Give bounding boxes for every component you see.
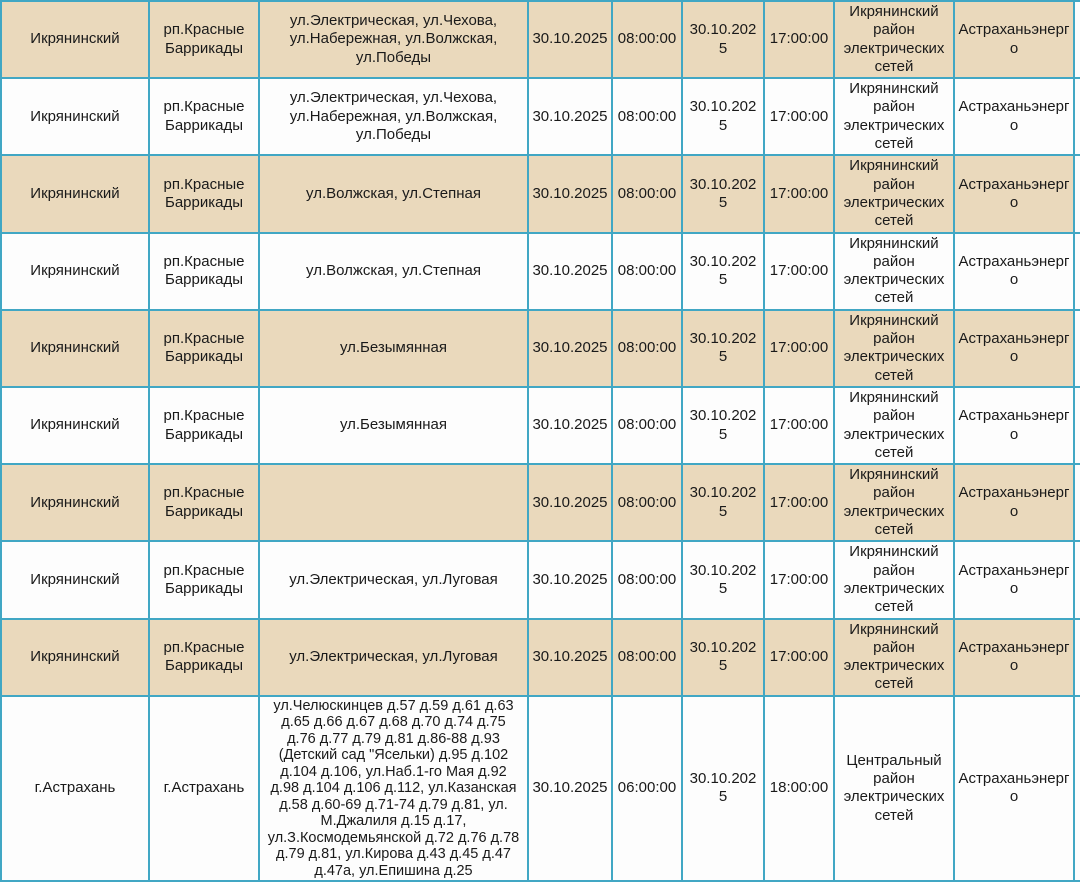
cell-streets: ул.Электрическая, ул.Чехова, ул.Набережная, ул.Волжская, ул.Победы — [259, 1, 528, 78]
cell-settlement: рп.Красные Баррикады — [149, 78, 259, 155]
cell-company: Астраханьэнерго — [954, 78, 1074, 155]
cell-settlement: рп.Красные Баррикады — [149, 387, 259, 464]
cell-end-time: 17:00:00 — [764, 310, 834, 387]
table-row — [1, 464, 1080, 541]
cell-end-time: 18:00:00 — [764, 696, 834, 882]
cell-district: Икрянинский — [1, 310, 149, 387]
cell-streets: ул.Челюскинцев д.57 д.59 д.61 д.63 д.65 д.66 д.67 д.68 д.70 д.74 д.75 д.76 д.77 д.79 д.81 д.86-88 д.93 (Детский сад "Ясельки) д.95 д.102 д.104 д.106, ул.Наб.1-го Мая д.92 д.98 д.104 д.106 д.112, ул.Казанская д.58 д.60-69 д.71-74 д.79 д.81, ул. М.Джалиля д.15 д.17, ул.З.Космодемьянской д.72 д.76 д.78 д.79 д.81, ул.Кирова д.43 д.45 д.47 д.47а, ул.Епишина д.25 — [259, 696, 528, 882]
cell-end-time: 17:00:00 — [764, 78, 834, 155]
cell-end-time: 17:00:00 — [764, 1, 834, 78]
cell-company: Астраханьэнерго — [954, 696, 1074, 882]
cell-district: Икрянинский — [1, 1, 149, 78]
cell-spacer — [1074, 464, 1080, 541]
outage-table-body — [1, 1, 1080, 881]
cell-start-time: 08:00:00 — [612, 1, 682, 78]
table-row — [1, 155, 1080, 232]
cell-company: Астраханьэнерго — [954, 464, 1074, 541]
cell-start-date: 30.10.2025 — [528, 541, 612, 618]
cell-end-date: 30.10.2025 — [682, 78, 764, 155]
cell-network-org: Икрянинский район электрических сетей — [834, 619, 954, 696]
cell-end-date: 30.10.2025 — [682, 1, 764, 78]
cell-end-time: 17:00:00 — [764, 155, 834, 232]
cell-settlement: г.Астрахань — [149, 696, 259, 882]
cell-start-time: 08:00:00 — [612, 464, 682, 541]
cell-start-date: 30.10.2025 — [528, 233, 612, 310]
cell-start-time: 06:00:00 — [612, 696, 682, 882]
cell-settlement: рп.Красные Баррикады — [149, 464, 259, 541]
cell-network-org: Икрянинский район электрических сетей — [834, 541, 954, 618]
cell-end-date: 30.10.2025 — [682, 387, 764, 464]
cell-streets — [259, 464, 528, 541]
cell-district: Икрянинский — [1, 233, 149, 310]
table-row — [1, 696, 1080, 882]
table-row — [1, 233, 1080, 310]
table-row — [1, 387, 1080, 464]
cell-network-org: Центральный район электрических сетей — [834, 696, 954, 882]
cell-district: Икрянинский — [1, 541, 149, 618]
cell-start-date: 30.10.2025 — [528, 619, 612, 696]
table-row — [1, 1, 1080, 78]
cell-district: Икрянинский — [1, 619, 149, 696]
cell-end-date: 30.10.2025 — [682, 541, 764, 618]
cell-end-date: 30.10.2025 — [682, 696, 764, 882]
cell-spacer — [1074, 155, 1080, 232]
cell-settlement: рп.Красные Баррикады — [149, 155, 259, 232]
cell-settlement: рп.Красные Баррикады — [149, 233, 259, 310]
cell-streets: ул.Электрическая, ул.Луговая — [259, 541, 528, 618]
cell-streets: ул.Волжская, ул.Степная — [259, 155, 528, 232]
cell-company: Астраханьэнерго — [954, 1, 1074, 78]
cell-company: Астраханьэнерго — [954, 310, 1074, 387]
cell-start-date: 30.10.2025 — [528, 464, 612, 541]
cell-network-org: Икрянинский район электрических сетей — [834, 310, 954, 387]
cell-end-time: 17:00:00 — [764, 541, 834, 618]
cell-district: Икрянинский — [1, 464, 149, 541]
cell-start-time: 08:00:00 — [612, 155, 682, 232]
cell-company: Астраханьэнерго — [954, 619, 1074, 696]
cell-end-date: 30.10.2025 — [682, 464, 764, 541]
cell-streets: ул.Волжская, ул.Степная — [259, 233, 528, 310]
cell-end-date: 30.10.2025 — [682, 310, 764, 387]
cell-spacer — [1074, 541, 1080, 618]
cell-end-date: 30.10.2025 — [682, 155, 764, 232]
cell-end-time: 17:00:00 — [764, 387, 834, 464]
cell-settlement: рп.Красные Баррикады — [149, 310, 259, 387]
cell-streets: ул.Электрическая, ул.Чехова, ул.Набережная, ул.Волжская, ул.Победы — [259, 78, 528, 155]
cell-start-time: 08:00:00 — [612, 310, 682, 387]
cell-spacer — [1074, 387, 1080, 464]
cell-start-date: 30.10.2025 — [528, 1, 612, 78]
cell-start-time: 08:00:00 — [612, 233, 682, 310]
cell-spacer — [1074, 619, 1080, 696]
table-row — [1, 310, 1080, 387]
table-row — [1, 541, 1080, 618]
cell-settlement: рп.Красные Баррикады — [149, 1, 259, 78]
cell-spacer — [1074, 696, 1080, 882]
cell-start-date: 30.10.2025 — [528, 310, 612, 387]
cell-network-org: Икрянинский район электрических сетей — [834, 233, 954, 310]
cell-streets: ул.Безымянная — [259, 310, 528, 387]
cell-end-time: 17:00:00 — [764, 233, 834, 310]
cell-start-time: 08:00:00 — [612, 619, 682, 696]
cell-company: Астраханьэнерго — [954, 387, 1074, 464]
cell-end-date: 30.10.2025 — [682, 233, 764, 310]
cell-spacer — [1074, 1, 1080, 78]
table-row — [1, 78, 1080, 155]
cell-company: Астраханьэнерго — [954, 541, 1074, 618]
cell-start-time: 08:00:00 — [612, 541, 682, 618]
cell-network-org: Икрянинский район электрических сетей — [834, 1, 954, 78]
cell-spacer — [1074, 78, 1080, 155]
cell-end-time: 17:00:00 — [764, 619, 834, 696]
cell-start-date: 30.10.2025 — [528, 696, 612, 882]
cell-district: Икрянинский — [1, 155, 149, 232]
cell-network-org: Икрянинский район электрических сетей — [834, 387, 954, 464]
cell-end-date: 30.10.2025 — [682, 619, 764, 696]
cell-network-org: Икрянинский район электрических сетей — [834, 155, 954, 232]
cell-streets: ул.Электрическая, ул.Луговая — [259, 619, 528, 696]
cell-spacer — [1074, 233, 1080, 310]
cell-spacer — [1074, 310, 1080, 387]
cell-district: г.Астрахань — [1, 696, 149, 882]
cell-start-date: 30.10.2025 — [528, 155, 612, 232]
cell-streets: ул.Безымянная — [259, 387, 528, 464]
cell-start-date: 30.10.2025 — [528, 78, 612, 155]
cell-start-time: 08:00:00 — [612, 387, 682, 464]
cell-district: Икрянинский — [1, 387, 149, 464]
cell-settlement: рп.Красные Баррикады — [149, 619, 259, 696]
table-row — [1, 619, 1080, 696]
cell-network-org: Икрянинский район электрических сетей — [834, 78, 954, 155]
cell-start-time: 08:00:00 — [612, 78, 682, 155]
cell-start-date: 30.10.2025 — [528, 387, 612, 464]
cell-network-org: Икрянинский район электрических сетей — [834, 464, 954, 541]
cell-company: Астраханьэнерго — [954, 155, 1074, 232]
cell-end-time: 17:00:00 — [764, 464, 834, 541]
cell-district: Икрянинский — [1, 78, 149, 155]
cell-company: Астраханьэнерго — [954, 233, 1074, 310]
cell-settlement: рп.Красные Баррикады — [149, 541, 259, 618]
